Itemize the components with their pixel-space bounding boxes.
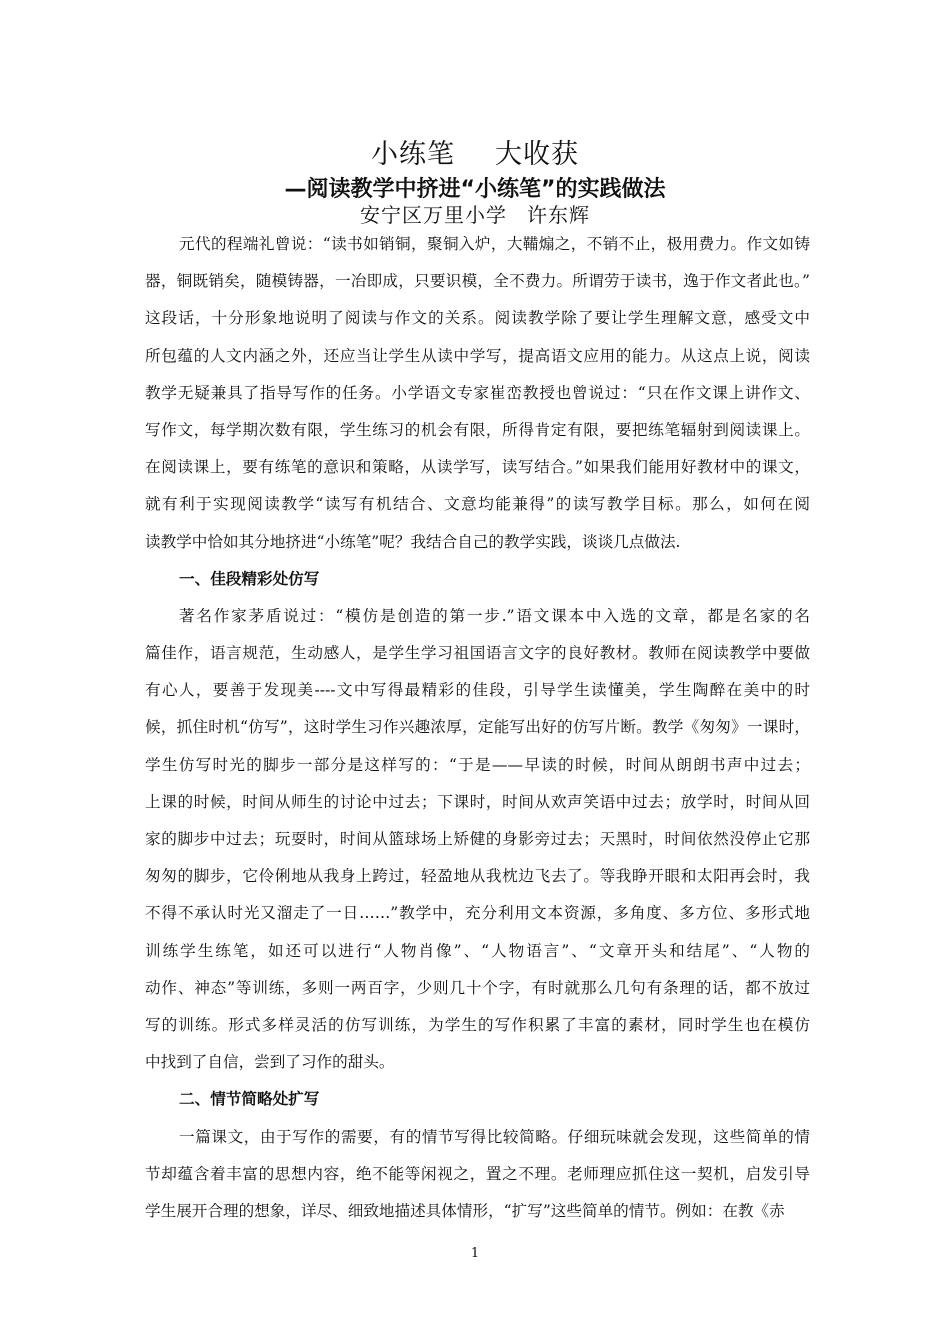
section-heading: 二、情节简略处扩写 (179, 1090, 320, 1109)
text-line: 写作文，每学期次数有限，学生练习的机会有限，所得肯定有限，要把练笔辐射到阅读课上。 (145, 420, 810, 439)
text-line: 教学无疑兼具了指导写作的任务。小学语文专家崔峦教授也曾说过：“只在作文课上讲作文、 (145, 383, 810, 402)
text-line: 元代的程端礼曾说：“读书如销铜，聚铜入炉，大鞴煽之，不销不止，极用费力。作文如铸 (179, 235, 810, 253)
text-line: 写的训练。形式多样灵活的仿写训练，为学生的写作积累了丰富的素材，同时学生也在模仿 (145, 1015, 810, 1034)
text-line: 有心人，要善于发现美----文中写得最精彩的佳段，引导学生读懂美，学生陶醉在美中的时 (145, 681, 810, 700)
document-body (145, 226, 810, 1230)
page-number: 1 (470, 1246, 480, 1261)
paragraph (145, 598, 810, 1081)
text-line: 不得不承认时光又溜走了一日……”教学中，充分利用文本资源，多角度、多方位、多形式地 (145, 904, 810, 923)
text-line: 训练学生练笔，如还可以进行“人物肖像”、“人物语言”、“文章开头和结尾”、“人物的 (145, 941, 810, 960)
text-line: 著名作家茅盾说过：“模仿是创造的第一步.”语文课本中入选的文章，都是名家的名 (179, 606, 810, 625)
text-line: 节却蕴含着丰富的思想内容，绝不能等闲视之，置之不理。老师理应抓住这一契机，启发引导 (145, 1164, 810, 1183)
text-line: 学生展开合理的想象，详尽、细致地描述具体情形，“扩写”这些简单的情节。例如：在教《赤 (145, 1201, 785, 1220)
document-title (0, 132, 950, 171)
text-line: 所包蕴的人文内涵之外，还应当让学生从读中学写，提高语文应用的能力。从这点上说，阅读 (145, 346, 810, 365)
text-line: 动作、神态”等训练，多则一两百字，少则几十个字，有时就那么几句有条理的话，都不放过 (145, 978, 810, 997)
text-line: 中找到了自信，尝到了习作的甜头。 (145, 1053, 395, 1072)
text-line: 学生仿写时光的脚步一部分是这样写的：“于是——早读的时候，时间从朗朗书声中过去； (145, 755, 810, 774)
title-right: 大收获 (495, 139, 579, 170)
text-line: 就有利于实现阅读教学“读写有机结合、文意均能兼得”的读写教学目标。那么，如何在阅 (145, 495, 810, 514)
text-line: 候，抓住时机“仿写”，这时学生习作兴趣浓厚，定能写出好的仿写片断。教学《匆匆》一课时， (145, 718, 810, 737)
text-line: 篇佳作，语言规范，生动感人，是学生学习祖国语言文字的良好教材。教师在阅读教学中要做 (145, 644, 810, 663)
text-line: 一篇课文，由于写作的需要，有的情节写得比较简略。仔细玩味就会发现，这些简单的情 (179, 1127, 810, 1146)
author-school: 安宁区万里小学 (360, 203, 507, 227)
document-subtitle: —阅读教学中挤进“小练笔”的实践做法 (284, 177, 666, 202)
text-line: 这段话，十分形象地说明了阅读与作文的关系。阅读教学除了要让学生理解文意，感受文中 (145, 309, 810, 328)
text-line: 器，铜既销矣，随模铸器，一冶即成，只要识模，全不费力。所谓劳于读书，逸于作文者此也。” (145, 272, 810, 291)
author-line (0, 199, 950, 228)
paragraph (145, 1119, 810, 1231)
text-line: 匆匆的脚步，它伶俐地从我身上跨过，轻盈地从我枕边飞去了。等我睁开眼和太阳再会时，我 (145, 867, 810, 886)
section-heading: 一、佳段精彩处仿写 (179, 569, 320, 588)
paragraph (145, 226, 810, 561)
text-line: 在阅读课上，要有练笔的意识和策略，从读学写，读写结合。”如果我们能用好教材中的课文， (145, 458, 810, 477)
text-line: 读教学中恰如其分地挤进“小练笔”呢？我结合自己的教学实践，谈谈几点做法. (145, 532, 681, 551)
title-left: 小练笔 (371, 139, 455, 170)
text-line: 上课的时候，时间从师生的讨论中过去；下课时，时间从欢声笑语中过去；放学时，时间从回 (145, 792, 810, 811)
text-line: 家的脚步中过去；玩耍时，时间从篮球场上矫健的身影旁过去；天黑时，时间依然没停止它那 (145, 830, 810, 848)
author-name: 许东辉 (527, 203, 590, 227)
